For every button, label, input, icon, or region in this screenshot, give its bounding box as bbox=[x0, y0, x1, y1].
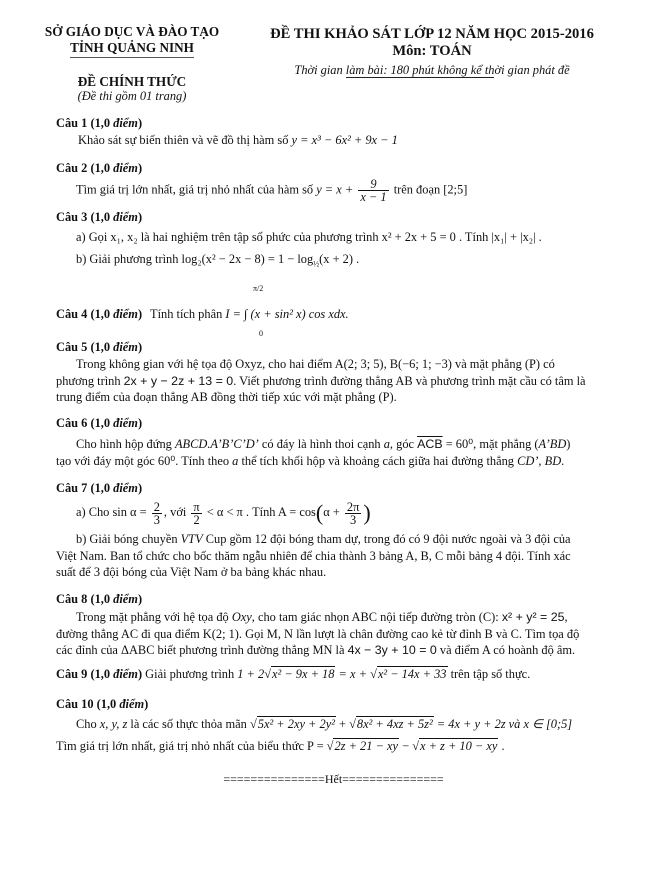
question-points-close: ) bbox=[137, 307, 143, 321]
department-line1: SỞ GIÁO DỤC VÀ ĐÀO TẠO bbox=[44, 24, 220, 39]
question-7-part-b bbox=[56, 531, 636, 581]
question-2-body bbox=[76, 178, 467, 203]
question-label: Câu 6 bbox=[56, 416, 88, 430]
question-label: Câu 4 bbox=[56, 307, 88, 321]
question-points-word: điểm bbox=[113, 161, 138, 175]
question-points: (1,0 bbox=[90, 416, 114, 430]
line: suất để 3 đội bóng của Việt Nam ở ba bảng khác nhau. bbox=[56, 565, 327, 579]
pages-note: (Đề thi gồm 01 trang) bbox=[77, 89, 187, 103]
question-4-formula: I = ∫ (x + sin² x) cos xdx. bbox=[225, 307, 349, 321]
line-equation: 4x − 3y + 10 = 0 bbox=[347, 643, 437, 657]
text: , với bbox=[163, 504, 190, 519]
question-6-heading bbox=[56, 416, 142, 431]
department-line2: TỈNH QUẢNG NINH bbox=[70, 40, 194, 58]
question-points: (1,0 bbox=[90, 161, 114, 175]
fraction bbox=[191, 501, 201, 526]
paren: ( bbox=[315, 500, 324, 525]
question-points-close: ) bbox=[137, 340, 143, 354]
question-4-heading bbox=[56, 307, 142, 322]
numerator: 2 bbox=[153, 499, 160, 514]
fraction bbox=[152, 501, 162, 526]
angle-acb: $\overline{ACB}$ bbox=[417, 437, 443, 451]
denominator: 3 bbox=[153, 512, 160, 527]
question-10-line2 bbox=[56, 739, 505, 754]
question-3-part-b bbox=[76, 252, 359, 268]
question-points-close: ) bbox=[144, 697, 149, 711]
question-10-heading bbox=[56, 697, 148, 712]
department-block bbox=[22, 24, 242, 58]
text: , cho tam giác nhọn ABC nội tiếp đường tròn (C): bbox=[251, 610, 502, 624]
question-5-heading bbox=[56, 340, 142, 355]
question-points: (1,0 bbox=[90, 340, 114, 354]
question-points-word: điểm bbox=[113, 307, 138, 321]
line bbox=[56, 531, 636, 548]
text: Cho bbox=[76, 717, 100, 731]
question-points-word: điểm bbox=[113, 210, 138, 224]
sqrt: √2z + 21 − xy bbox=[326, 739, 398, 753]
text: b) Giải bóng chuyền bbox=[76, 532, 181, 546]
question-points-close: ) bbox=[137, 416, 143, 430]
text: các đỉnh của ΔABC biết phương trình đường thẳng MN là bbox=[56, 643, 348, 657]
question-3-heading bbox=[56, 210, 142, 225]
question-points-close: ) bbox=[137, 667, 143, 681]
question-points-close: ) bbox=[137, 592, 143, 606]
line bbox=[56, 609, 636, 626]
question-points: (1,0 bbox=[90, 307, 114, 321]
time-prefix: Thời gian bbox=[294, 63, 346, 77]
question-2-formula: y = x + bbox=[316, 182, 357, 197]
part-b-suffix: (x + 2) . bbox=[319, 252, 360, 266]
exam-time bbox=[232, 63, 632, 78]
text: và điểm A có hoành độ âm. bbox=[436, 643, 576, 657]
official-label: ĐỀ CHÍNH THỨC bbox=[77, 74, 187, 89]
sqrt: √x + z + 10 − xy bbox=[412, 739, 498, 753]
question-label: Câu 2 bbox=[56, 161, 88, 175]
question-label: Câu 10 bbox=[56, 697, 94, 711]
text: Trong mặt phẳng với hệ tọa độ bbox=[76, 610, 232, 624]
question-4-text: Tính tích phân bbox=[150, 307, 226, 321]
text: . bbox=[561, 453, 565, 468]
exam-subject: Môn: TOÁN bbox=[392, 43, 472, 59]
part-b-prefix: b) Giải phương trình log₂(x² − 2x − 8) = 1 − log bbox=[76, 252, 314, 266]
question-points: (1,0 bbox=[90, 210, 114, 224]
question-label: Câu 5 bbox=[56, 340, 88, 354]
denominator: 3 bbox=[350, 512, 357, 527]
text: ) bbox=[566, 437, 571, 451]
question-4-body bbox=[150, 307, 349, 322]
plane-equation: 2x + y − 2z + 13 = 0 bbox=[123, 373, 234, 388]
question-label: Câu 9 bbox=[56, 667, 88, 681]
question-points-word: điểm bbox=[113, 116, 138, 130]
question-7-part-a bbox=[76, 500, 371, 526]
question-points-word: điểm bbox=[113, 340, 138, 354]
text: a bbox=[383, 437, 390, 451]
text: , bbox=[564, 610, 568, 624]
numerator: 2π bbox=[346, 499, 360, 514]
question-5-line1: Trong không gian với hệ tọa độ Oxyz, cho hai điểm A(2; 3; 5), B(−6; 1; −3) và mặt phẳng (P) có bbox=[76, 357, 555, 371]
question-points-word: điểm bbox=[113, 416, 138, 430]
text: . Viết phương trình đường thẳng AB và phương trình mặt cầu có tâm là bbox=[233, 373, 586, 388]
radicand: 2z + 21 − xy bbox=[334, 739, 398, 753]
text: . bbox=[498, 739, 505, 753]
question-points: (1,0 bbox=[90, 667, 114, 681]
text: a bbox=[232, 453, 239, 468]
integral-lower-limit: 0 bbox=[259, 329, 263, 338]
text: A’BD bbox=[538, 437, 567, 451]
text: 1 + 2 bbox=[237, 667, 265, 681]
text: < α < π . Tính A = cos bbox=[203, 504, 316, 519]
fraction bbox=[345, 501, 361, 526]
question-2-text: Tìm giá trị lớn nhất, giá trị nhỏ nhất của hàm số bbox=[76, 182, 317, 197]
line: Việt Nam. Ban tổ chức cho bốc thăm ngẫu nhiên để chia thành 3 bảng A, B, C mỗi bảng 4 đội. Tính xác bbox=[56, 548, 571, 563]
question-7-heading bbox=[56, 481, 142, 496]
time-suffix: ời gian phát đề bbox=[494, 63, 570, 77]
radicand: x² − 9x + 18 bbox=[272, 667, 335, 681]
text: thể tích khối hộp và khoảng cách giữa hai đường thẳng bbox=[238, 453, 518, 468]
question-points-word: điểm bbox=[119, 697, 145, 711]
question-points-close: ) bbox=[137, 116, 143, 130]
question-9 bbox=[56, 667, 530, 682]
question-5-line3: trung điểm của đoạn thẳng AB đồng thời tiếp xúc với mặt phẳng (P). bbox=[56, 390, 397, 404]
text: Tìm giá trị lớn nhất, giá trị nhỏ nhất của biểu thức P = bbox=[56, 739, 327, 753]
text: phương trình bbox=[56, 373, 124, 388]
denominator: 2 bbox=[193, 512, 200, 527]
text: trên tập số thực. bbox=[447, 667, 531, 681]
question-points-word: điểm bbox=[113, 481, 138, 495]
question-1-formula: y = x³ − 6x² + 9x − 1 bbox=[291, 133, 398, 147]
line bbox=[56, 642, 636, 659]
text: Cho hình hộp đứng bbox=[76, 437, 175, 451]
question-label: Câu 1 bbox=[56, 116, 88, 130]
text: VTV bbox=[180, 532, 203, 546]
text: = x + bbox=[335, 667, 371, 681]
numerator: π bbox=[193, 499, 200, 514]
log-base: ½ bbox=[313, 259, 320, 269]
integral-upper-limit: π/2 bbox=[253, 284, 264, 293]
numerator: 9 bbox=[358, 178, 388, 191]
circle-equation: x² + y² = 25 bbox=[501, 610, 565, 624]
question-8-body bbox=[56, 609, 636, 659]
text: CD’, BD bbox=[517, 453, 562, 468]
question-3-part-a: a) Gọi x₁, x₂ là hai nghiệm trên tập số phức của phương trình x² + 2x + 5 = 0 . Tính |x₁| + |x₂| . bbox=[76, 230, 542, 244]
question-1-text: Khảo sát sự biến thiên và vẽ đồ thị hàm số bbox=[78, 133, 292, 147]
end-marker: ===============Hết=============== bbox=[223, 772, 444, 786]
text: tạo với đáy một góc 60⁰. Tính theo bbox=[56, 453, 233, 468]
question-label: Câu 7 bbox=[56, 481, 88, 495]
text: + bbox=[335, 717, 350, 731]
question-8-heading bbox=[56, 592, 142, 607]
question-points-word: điểm bbox=[113, 667, 138, 681]
text: − bbox=[399, 739, 413, 753]
question-points: (1,0 bbox=[96, 697, 120, 711]
question-points: (1,0 bbox=[90, 481, 114, 495]
question-points-word: điểm bbox=[113, 592, 138, 606]
denominator: x − 1 bbox=[360, 190, 387, 204]
sqrt: √x² − 9x + 18 bbox=[264, 667, 335, 681]
sqrt: √5x² + 2xy + 2y² bbox=[249, 717, 335, 731]
text: Cup gồm 12 đội bóng tham dự, trong đó có 9 đội nước ngoài và 3 đội của bbox=[202, 532, 571, 546]
exam-title: ĐỀ THI KHẢO SÁT LỚP 12 NĂM HỌC 2015-2016 bbox=[270, 26, 594, 42]
question-1-body bbox=[78, 133, 398, 148]
text: Oxy bbox=[231, 610, 252, 624]
question-label: Câu 3 bbox=[56, 210, 88, 224]
question-points-close: ) bbox=[137, 481, 143, 495]
text: Giải phương trình bbox=[142, 667, 238, 681]
question-5-line2 bbox=[56, 373, 636, 390]
radicand: 5x² + 2xy + 2y² bbox=[257, 717, 335, 731]
question-6-line2 bbox=[56, 453, 636, 470]
text: có đáy là hình thoi cạnh bbox=[258, 437, 384, 451]
text: là các số thực thỏa mãn bbox=[127, 717, 250, 731]
question-label: Câu 8 bbox=[56, 592, 88, 606]
question-2-heading bbox=[56, 161, 142, 176]
radicand: 8x² + 4xz + 5z² bbox=[356, 717, 433, 731]
question-5-body bbox=[56, 356, 636, 406]
question-2-suffix: trên đoạn [2;5] bbox=[390, 182, 468, 197]
question-points-close: ) bbox=[137, 210, 143, 224]
text: x, y, z bbox=[99, 717, 128, 731]
text: a) Cho sin α = bbox=[76, 504, 150, 519]
paren: ) bbox=[363, 500, 371, 525]
radicand: x² − 14x + 33 bbox=[377, 667, 447, 681]
sqrt: √8x² + 4xz + 5z² bbox=[349, 717, 433, 731]
question-points: (1,0 bbox=[90, 116, 114, 130]
text: = 60⁰, mặt phẳng ( bbox=[442, 437, 539, 451]
text: , góc bbox=[389, 437, 418, 451]
time-underlined: làm bài: 180 phút không kể th bbox=[345, 63, 495, 77]
fraction bbox=[358, 178, 388, 203]
question-1-heading bbox=[56, 116, 142, 131]
exam-title-block bbox=[232, 26, 632, 60]
question-10-line1 bbox=[76, 716, 572, 732]
question-points: (1,0 bbox=[90, 592, 114, 606]
text: ABCD.A’B’C’D’ bbox=[174, 437, 259, 451]
question-6-line1 bbox=[56, 436, 636, 453]
line: đường thẳng AC đi qua điểm K(2; 1). Gọi M, N lần lượt là chân đường cao kẻ từ đỉnh B và C. Tìm tọa độ bbox=[56, 626, 580, 641]
text: α + bbox=[323, 504, 343, 519]
question-points-close: ) bbox=[137, 161, 143, 175]
question-6-body bbox=[56, 436, 636, 469]
text: = 4x + y + 2z và x ∈ [0;5] bbox=[433, 717, 573, 731]
radicand: x + z + 10 − xy bbox=[420, 739, 498, 753]
sqrt: √x² − 14x + 33 bbox=[370, 667, 447, 681]
